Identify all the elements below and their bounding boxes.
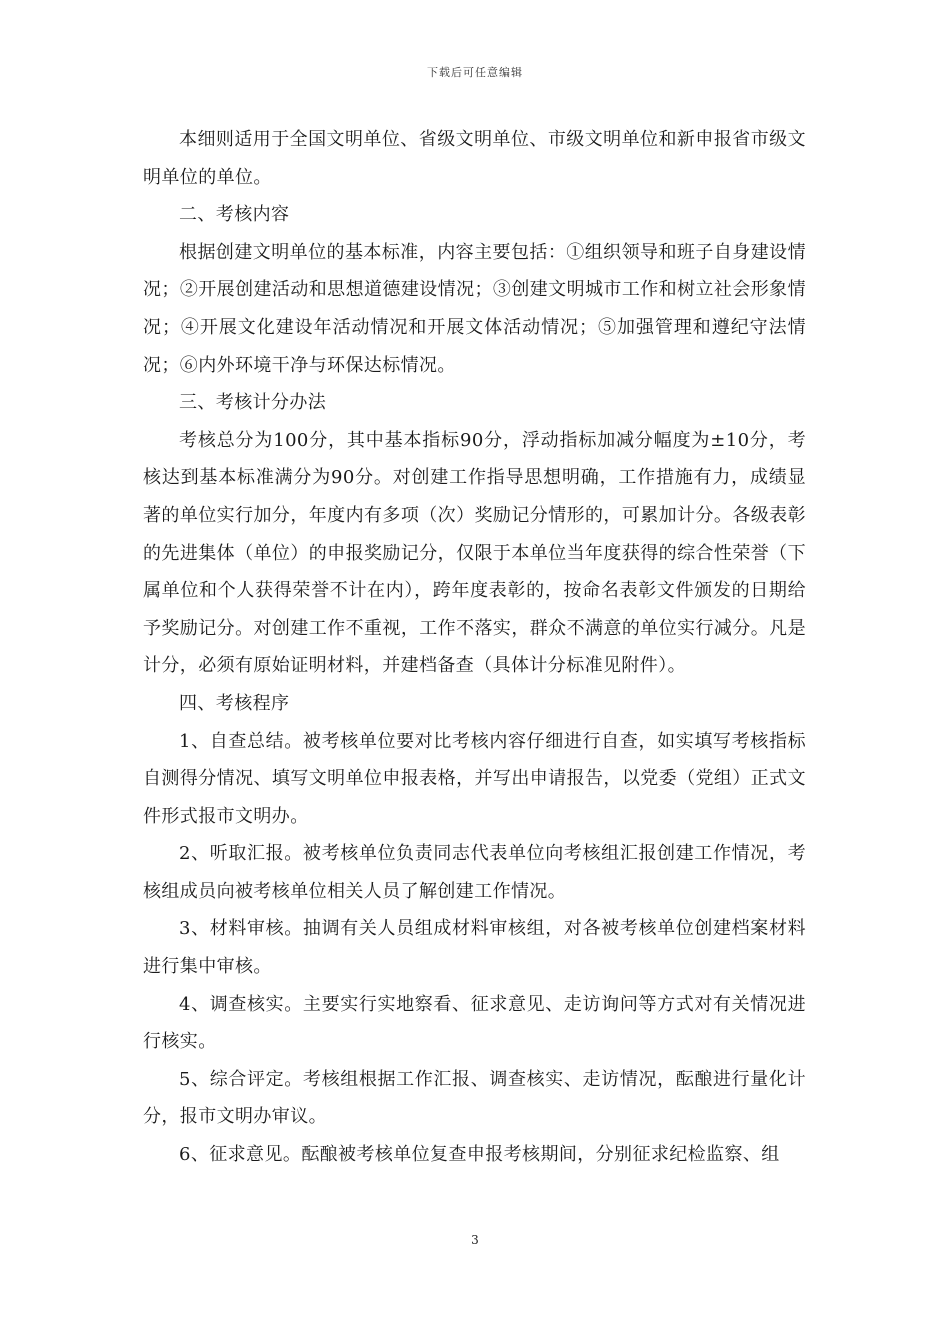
document-body <box>143 121 806 1174</box>
paragraph-step-5: 5、综合评定。考核组根据工作汇报、调查核实、走访情况，酝酿进行量化计分，报市文明办审议。 <box>143 1068 806 1128</box>
page-header: 下载后可任意编辑 <box>427 66 523 79</box>
paragraph-step-6: 6、征求意见。酝酿被考核单位复查申报考核期间，分别征求纪检监察、组 <box>179 1144 780 1166</box>
paragraph-scope: 本细则适用于全国文明单位、省级文明单位、市级文明单位和新申报省市级文明单位的单位。 <box>143 129 806 188</box>
paragraph-step-4: 4、调查核实。主要实行实地察看、征求意见、走访询问等方式对有关情况进行核实。 <box>143 993 806 1053</box>
paragraph-content: 根据创建文明单位的基本标准，内容主要包括：①组织领导和班子自身建设情况；②开展创建活动和思想道德建设情况；③创建文明城市工作和树立社会形象情况；④开展文化建设年活动情况和开展文体活动情况；⑤加强管理和遵纪守法情况；⑥内外环境干净与环保达标情况。 <box>143 241 806 376</box>
section-heading-content: 二、考核内容 <box>179 204 290 226</box>
section-heading-procedure: 四、考核程序 <box>179 692 290 714</box>
page-number: 3 <box>471 1233 479 1247</box>
paragraph-scoring: 考核总分为100分，其中基本指标90分，浮动指标加减分幅度为±10分，考核达到基本标准满分为90分。对创建工作指导思想明确，工作措施有力，成绩显著的单位实行加分，年度内有多项（次）奖励记分情形的，可累加计分。各级表彰的先进集体（单位）的申报奖励记分，仅限于本单位当年度获得的综合性荣誉（下属单位和个人获得荣誉不计在内），跨年度表彰的，按命名表彰文件颁发的日期给予奖励记分。对创建工作不重视，工作不落实，群众不满意的单位实行减分。凡是计分，必须有原始证明材料，并建档备查（具体计分标准见附件）。 <box>143 429 806 677</box>
paragraph-step-2: 2、听取汇报。被考核单位负责同志代表单位向考核组汇报创建工作情况，考核组成员向被考核单位相关人员了解创建工作情况。 <box>143 843 806 902</box>
paragraph-step-3: 3、材料审核。抽调有关人员组成材料审核组，对各被考核单位创建档案材料进行集中审核。 <box>143 918 806 978</box>
section-heading-scoring: 三、考核计分办法 <box>179 392 327 414</box>
paragraph-step-1: 1、自查总结。被考核单位要对比考核内容仔细进行自查，如实填写考核指标自测得分情况、填写文明单位申报表格，并写出申请报告，以党委（党组）正式文件形式报市文明办。 <box>143 730 806 827</box>
